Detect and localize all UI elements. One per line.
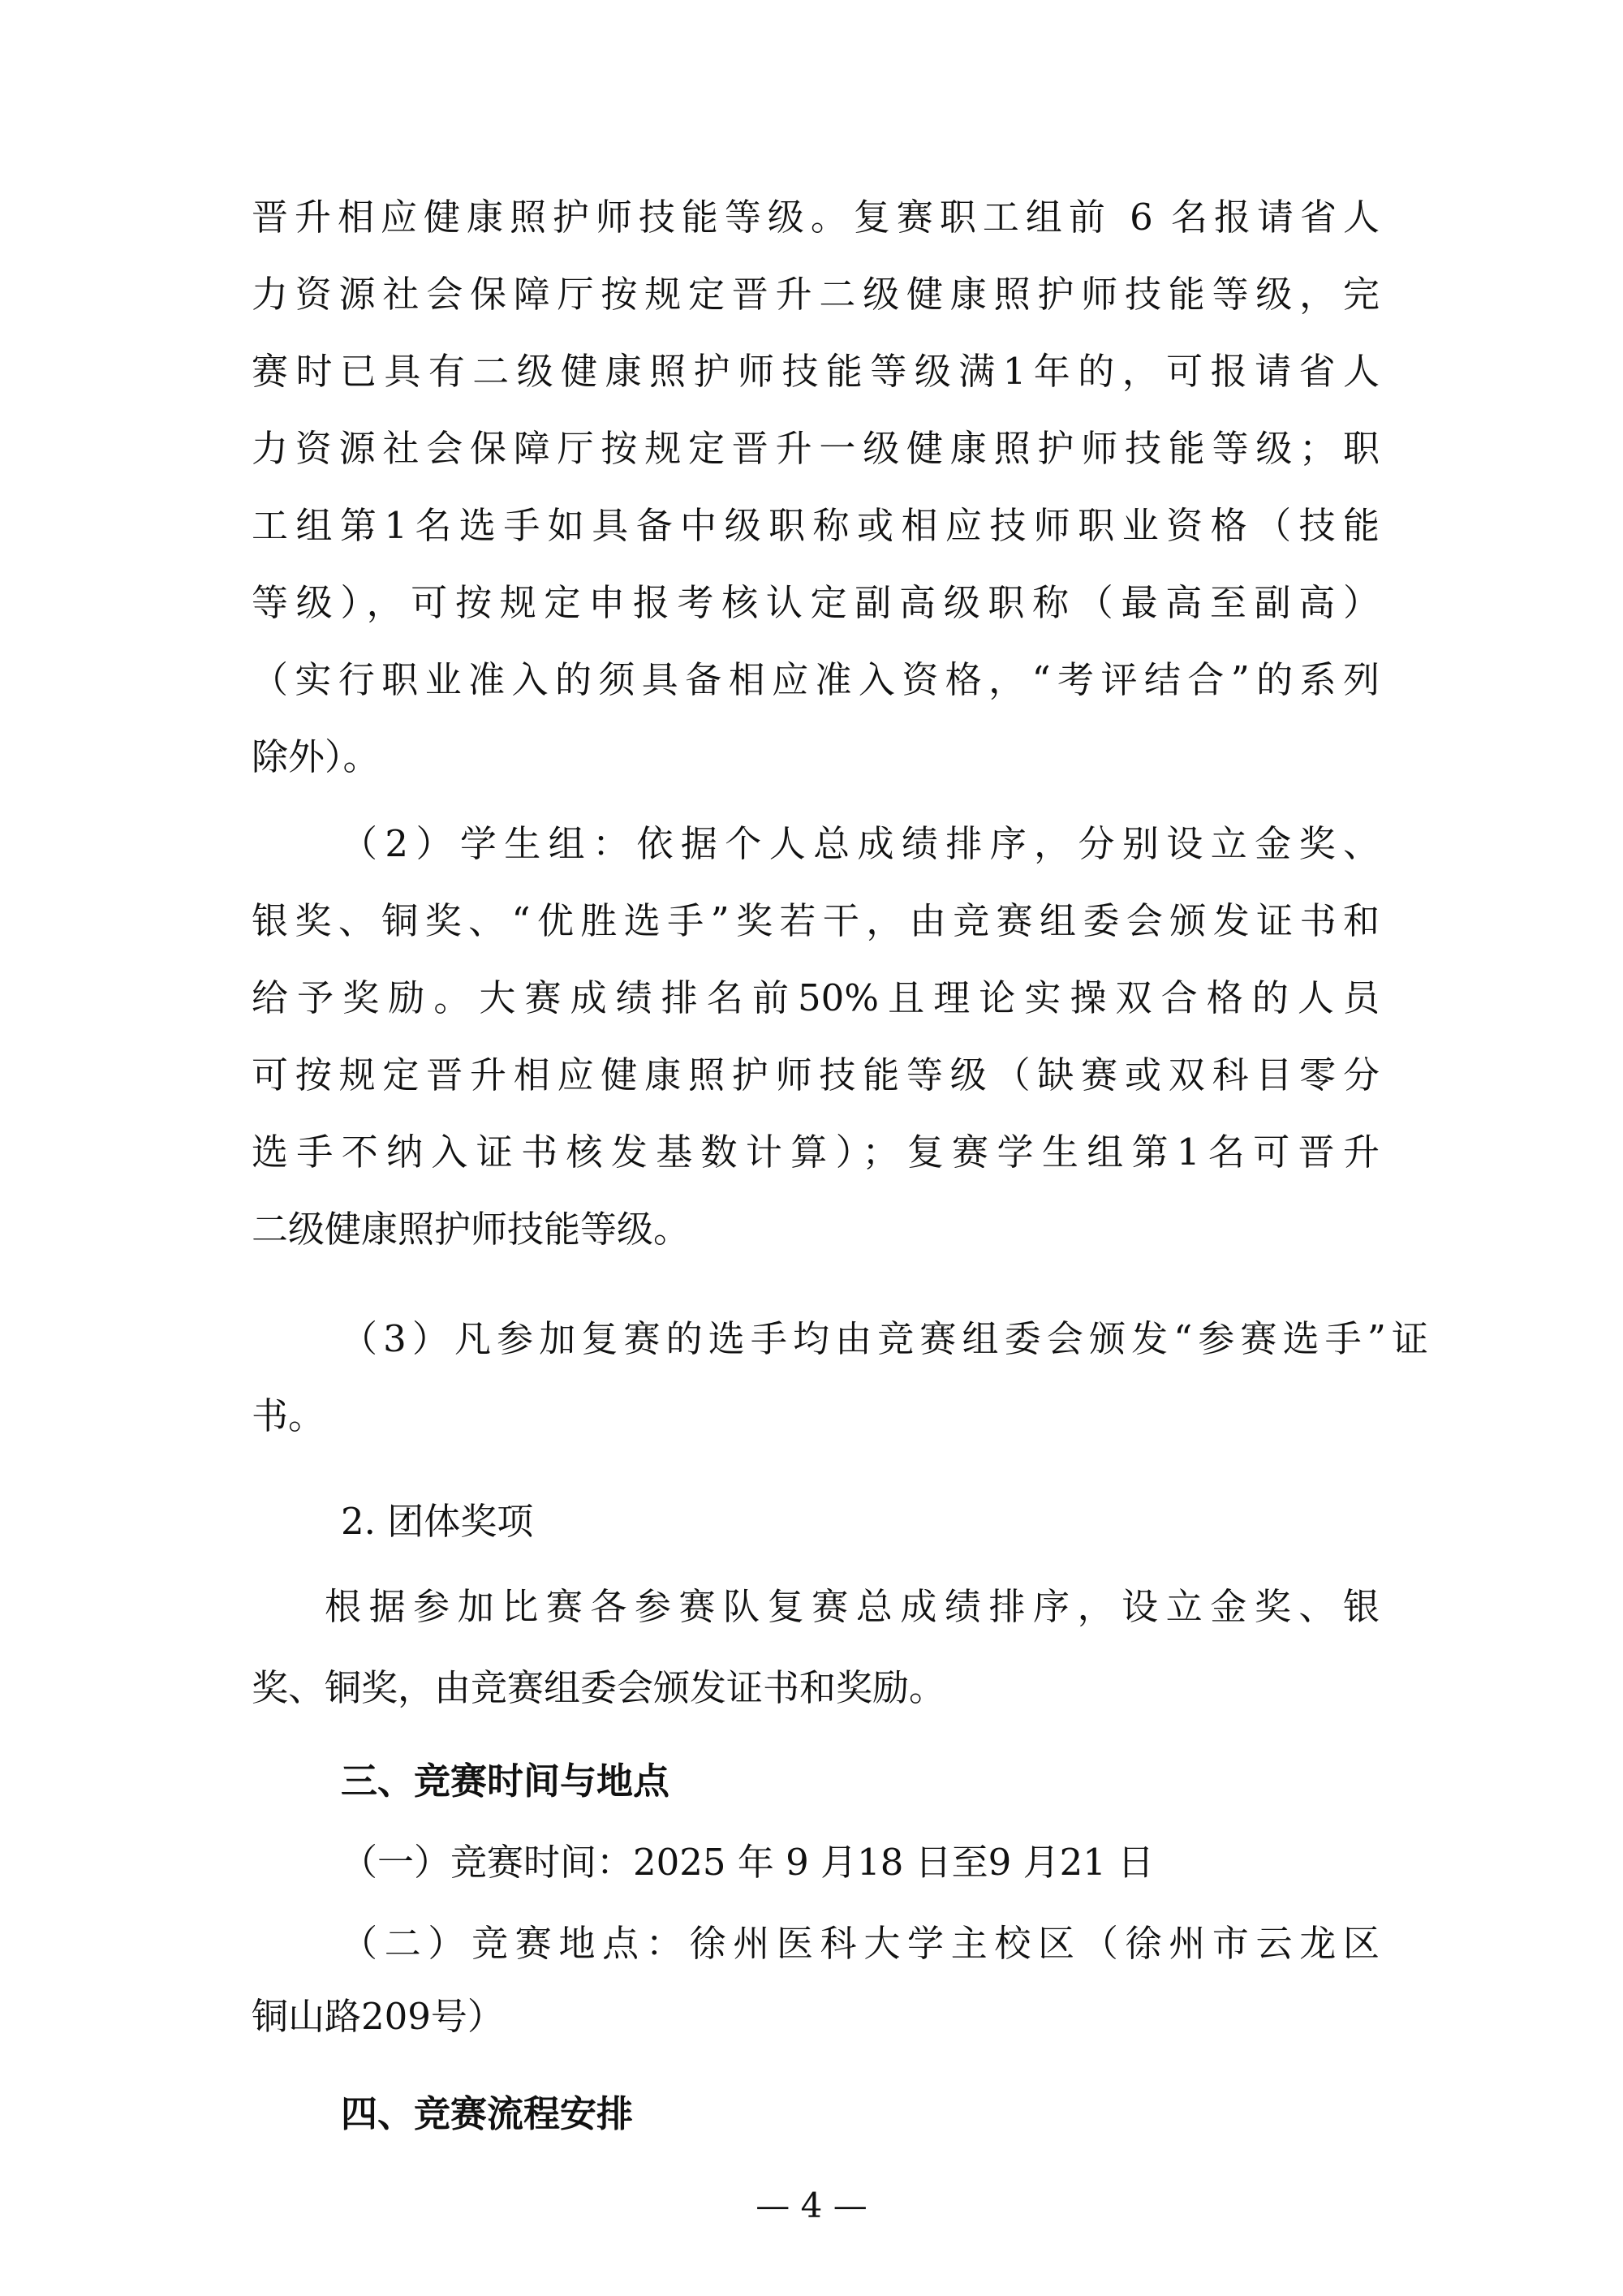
- text-line: 奖、铜奖，由竞赛组委会颁发证书和奖励。: [252, 1666, 946, 1709]
- text-line: 给予奖励。大赛成绩排名前50%且理论实操双合格的人员: [252, 976, 1380, 1019]
- text-line: 晋升相应健康照护师技能等级。复赛职工组前 6 名报请省人: [252, 196, 1380, 239]
- subheading-team-award: 2. 团体奖项: [341, 1500, 534, 1543]
- text-line: 等级），可按规定申报考核认定副高级职称（最高至副高）: [252, 581, 1380, 624]
- text-line: 根据参加比赛各参赛队复赛总成绩排序，设立金奖、银: [325, 1585, 1380, 1628]
- text-line: （3）凡参加复赛的选手均由竞赛组委会颁发“参赛选手”证: [341, 1317, 1428, 1360]
- text-line: 书。: [252, 1394, 325, 1437]
- text-line: 可按规定晋升相应健康照护师技能等级（缺赛或双科目零分: [252, 1053, 1380, 1096]
- item-competition-time: （一）竞赛时间：2025 年 9 月18 日至9 月21 日: [341, 1841, 1155, 1884]
- text-line: 工组第1名选手如具备中级职称或相应技师职业资格（技能: [252, 504, 1380, 547]
- text-line: （实行职业准入的须具备相应准入资格，“考评结合”的系列: [252, 658, 1380, 701]
- text-line: 选手不纳入证书核发基数计算）；复赛学生组第1名可晋升: [252, 1131, 1380, 1174]
- text-line: 二级健康照护师技能等级。: [252, 1208, 691, 1251]
- text-line: 力资源社会保障厅按规定晋升一级健康照护师技能等级；职: [252, 427, 1380, 470]
- text-line: （二）竞赛地点：徐州医科大学主校区（徐州市云龙区: [341, 1922, 1380, 1965]
- text-line: 除外）。: [252, 735, 380, 778]
- text-line: 铜山路209号）: [252, 1995, 504, 2038]
- text-line: 赛时已具有二级健康照护师技能等级满1年的，可报请省人: [252, 350, 1380, 393]
- section-heading-time-place: 三、竞赛时间与地点: [341, 1760, 670, 1803]
- text-line: （2）学生组：依据个人总成绩排序，分别设立金奖、: [341, 822, 1380, 865]
- page-number: — 4 —: [756, 2186, 867, 2225]
- text-line: 力资源社会保障厅按规定晋升二级健康照护师技能等级，完: [252, 273, 1380, 316]
- section-heading-flow: 四、竞赛流程安排: [341, 2092, 634, 2135]
- text-line: 银奖、铜奖、“优胜选手”奖若干，由竞赛组委会颁发证书和: [252, 899, 1380, 942]
